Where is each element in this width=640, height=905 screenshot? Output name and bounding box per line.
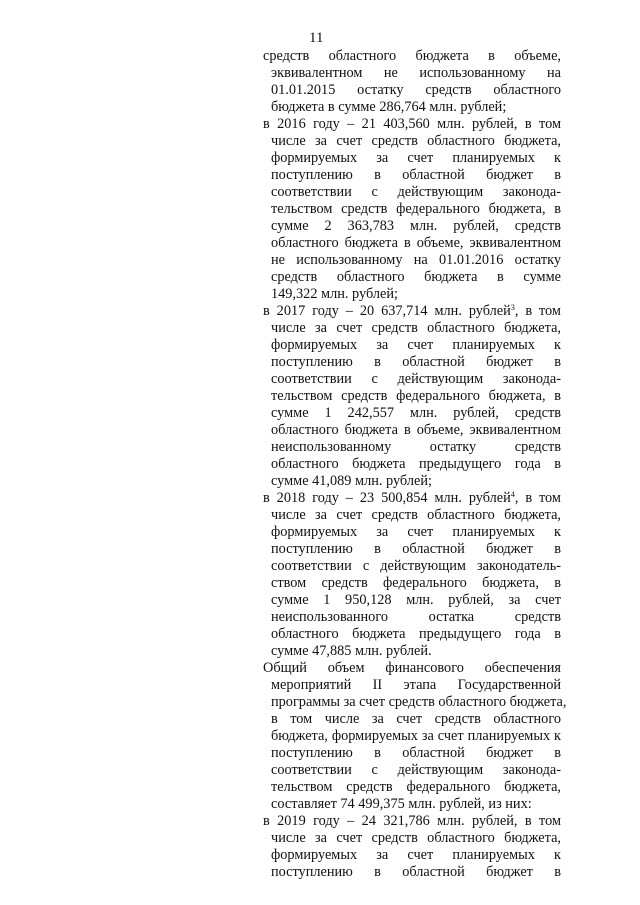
text-line <box>263 762 561 779</box>
text-line-tail: , в том <box>514 303 561 319</box>
text-line <box>263 507 561 524</box>
text-line-main: числе за счет средств областного бюджета, <box>271 320 561 336</box>
page-number: 11 <box>309 30 324 46</box>
text-line <box>263 456 561 473</box>
text-line-main: 149,322 млн. рублей; <box>271 286 398 302</box>
text-line-main: соответствии с действующим законодатель- <box>271 558 561 574</box>
text-line-main: сумме 1 242,557 млн. рублей, средств <box>271 405 561 421</box>
text-line <box>263 337 561 354</box>
text-line-main: средств областного бюджета в сумме <box>271 269 561 285</box>
text-line-main: средств областного бюджета в объеме, <box>263 48 561 64</box>
text-line <box>263 490 561 507</box>
text-line-main: тельством средств федерального бюджета, <box>271 779 561 795</box>
text-line-main: программы за счет средств областного бюджета, <box>271 694 567 710</box>
text-line-main: числе за счет средств областного бюджета, <box>271 133 561 149</box>
text-line-main: областного бюджета в объеме, эквивалентном <box>271 422 561 438</box>
text-line-main: числе за счет средств областного бюджета, <box>271 507 561 523</box>
text-line <box>263 218 561 235</box>
text-line <box>263 252 561 269</box>
text-line-main: в 2016 году – 21 403,560 млн. рублей, в том <box>263 116 561 132</box>
text-line-main: поступлению в областной бюджет в <box>271 541 561 557</box>
text-line <box>263 99 561 116</box>
text-line <box>263 660 561 677</box>
text-line <box>263 116 561 133</box>
text-line-main: мероприятий II этапа Государственной <box>271 677 561 693</box>
text-line-main: соответствии с действующим законода- <box>271 184 561 200</box>
text-line <box>263 320 561 337</box>
text-line <box>263 796 561 813</box>
text-line-main: областного бюджета в объеме, эквивалентном <box>271 235 561 251</box>
text-line-main: соответствии с действующим законода- <box>271 762 561 778</box>
text-line <box>263 626 561 643</box>
text-line-main: тельством средств федерального бюджета, в <box>271 388 561 404</box>
text-line <box>263 354 561 371</box>
text-line <box>263 150 561 167</box>
text-line <box>263 167 561 184</box>
text-line-main: бюджета, формируемых за счет планируемых к <box>271 728 561 744</box>
text-line-main: числе за счет средств областного бюджета, <box>271 830 561 846</box>
text-line <box>263 575 561 592</box>
text-line-main: бюджета в сумме 286,764 млн. рублей; <box>271 99 507 115</box>
text-line-main: эквивалентном не использованному на <box>271 65 561 81</box>
text-line <box>263 524 561 541</box>
text-line-main: составляет 74 499,375 млн. рублей, из них: <box>271 796 532 812</box>
text-line-main: неиспользованному остатку средств <box>271 439 561 455</box>
text-line-main: поступлению в областной бюджет в <box>271 354 561 370</box>
text-line <box>263 388 561 405</box>
text-line <box>263 405 561 422</box>
footnote-marker: 3 <box>510 303 515 312</box>
text-line-main: формируемых за счет планируемых к <box>271 847 561 863</box>
text-line <box>263 864 561 881</box>
text-line <box>263 286 561 303</box>
text-line-main: ством средств федерального бюджета, в <box>271 575 561 591</box>
text-line <box>263 643 561 660</box>
text-line-main: соответствии с действующим законода- <box>271 371 561 387</box>
text-line-main: поступлению в областной бюджет в <box>271 745 561 761</box>
text-line-main: сумме 41,089 млн. рублей; <box>271 473 432 489</box>
text-line <box>263 694 567 711</box>
text-line-main: формируемых за счет планируемых к <box>271 524 561 540</box>
text-line-main: областного бюджета предыдущего года в <box>271 456 561 472</box>
text-line <box>263 609 561 626</box>
text-line <box>263 48 561 65</box>
text-line-main: в 2018 году – 23 500,854 млн. рублей <box>263 490 511 506</box>
footnote-marker: 4 <box>510 490 515 499</box>
text-line <box>263 558 561 575</box>
text-line-main: тельством средств федерального бюджета, в <box>271 201 561 217</box>
text-line-tail: , в том <box>514 490 561 506</box>
text-line-main: в том числе за счет средств областного <box>271 711 561 727</box>
text-line <box>263 184 561 201</box>
text-line-main: в 2017 году – 20 637,714 млн. рублей <box>263 303 511 319</box>
text-line-main: не использованному на 01.01.2016 остатку <box>271 252 561 268</box>
text-line-main: сумме 47,885 млн. рублей. <box>271 643 432 659</box>
text-line-main: поступлению в областной бюджет в <box>271 864 561 880</box>
text-line-main: Общий объем финансового обеспечения <box>263 660 561 676</box>
text-line <box>263 371 561 388</box>
text-line-main: в 2019 году – 24 321,786 млн. рублей, в том <box>263 813 561 829</box>
text-line <box>263 269 561 286</box>
text-line <box>263 677 561 694</box>
text-line-main: сумме 2 363,783 млн. рублей, средств <box>271 218 561 234</box>
text-line-main: формируемых за счет планируемых к <box>271 337 561 353</box>
text-line-main: поступлению в областной бюджет в <box>271 167 561 183</box>
text-line-main: формируемых за счет планируемых к <box>271 150 561 166</box>
text-line <box>263 133 561 150</box>
text-line-main: 01.01.2015 остатку средств областного <box>271 82 561 98</box>
text-line <box>263 235 561 252</box>
text-line <box>263 65 561 82</box>
text-line <box>263 847 561 864</box>
text-line <box>263 592 561 609</box>
text-line <box>263 745 561 762</box>
text-line <box>263 473 561 490</box>
text-line <box>263 201 561 218</box>
text-line <box>263 779 561 796</box>
text-line <box>263 303 561 320</box>
text-line <box>263 439 561 456</box>
text-line <box>263 422 561 439</box>
text-line <box>263 813 561 830</box>
text-line <box>263 830 561 847</box>
text-line <box>263 82 561 99</box>
text-line-main: неиспользованного остатка средств <box>271 609 561 625</box>
text-line <box>263 728 561 745</box>
text-line <box>263 711 561 728</box>
document-text-column <box>263 48 567 881</box>
text-line <box>263 541 561 558</box>
text-line-main: сумме 1 950,128 млн. рублей, за счет <box>271 592 561 608</box>
text-line-main: областного бюджета предыдущего года в <box>271 626 561 642</box>
